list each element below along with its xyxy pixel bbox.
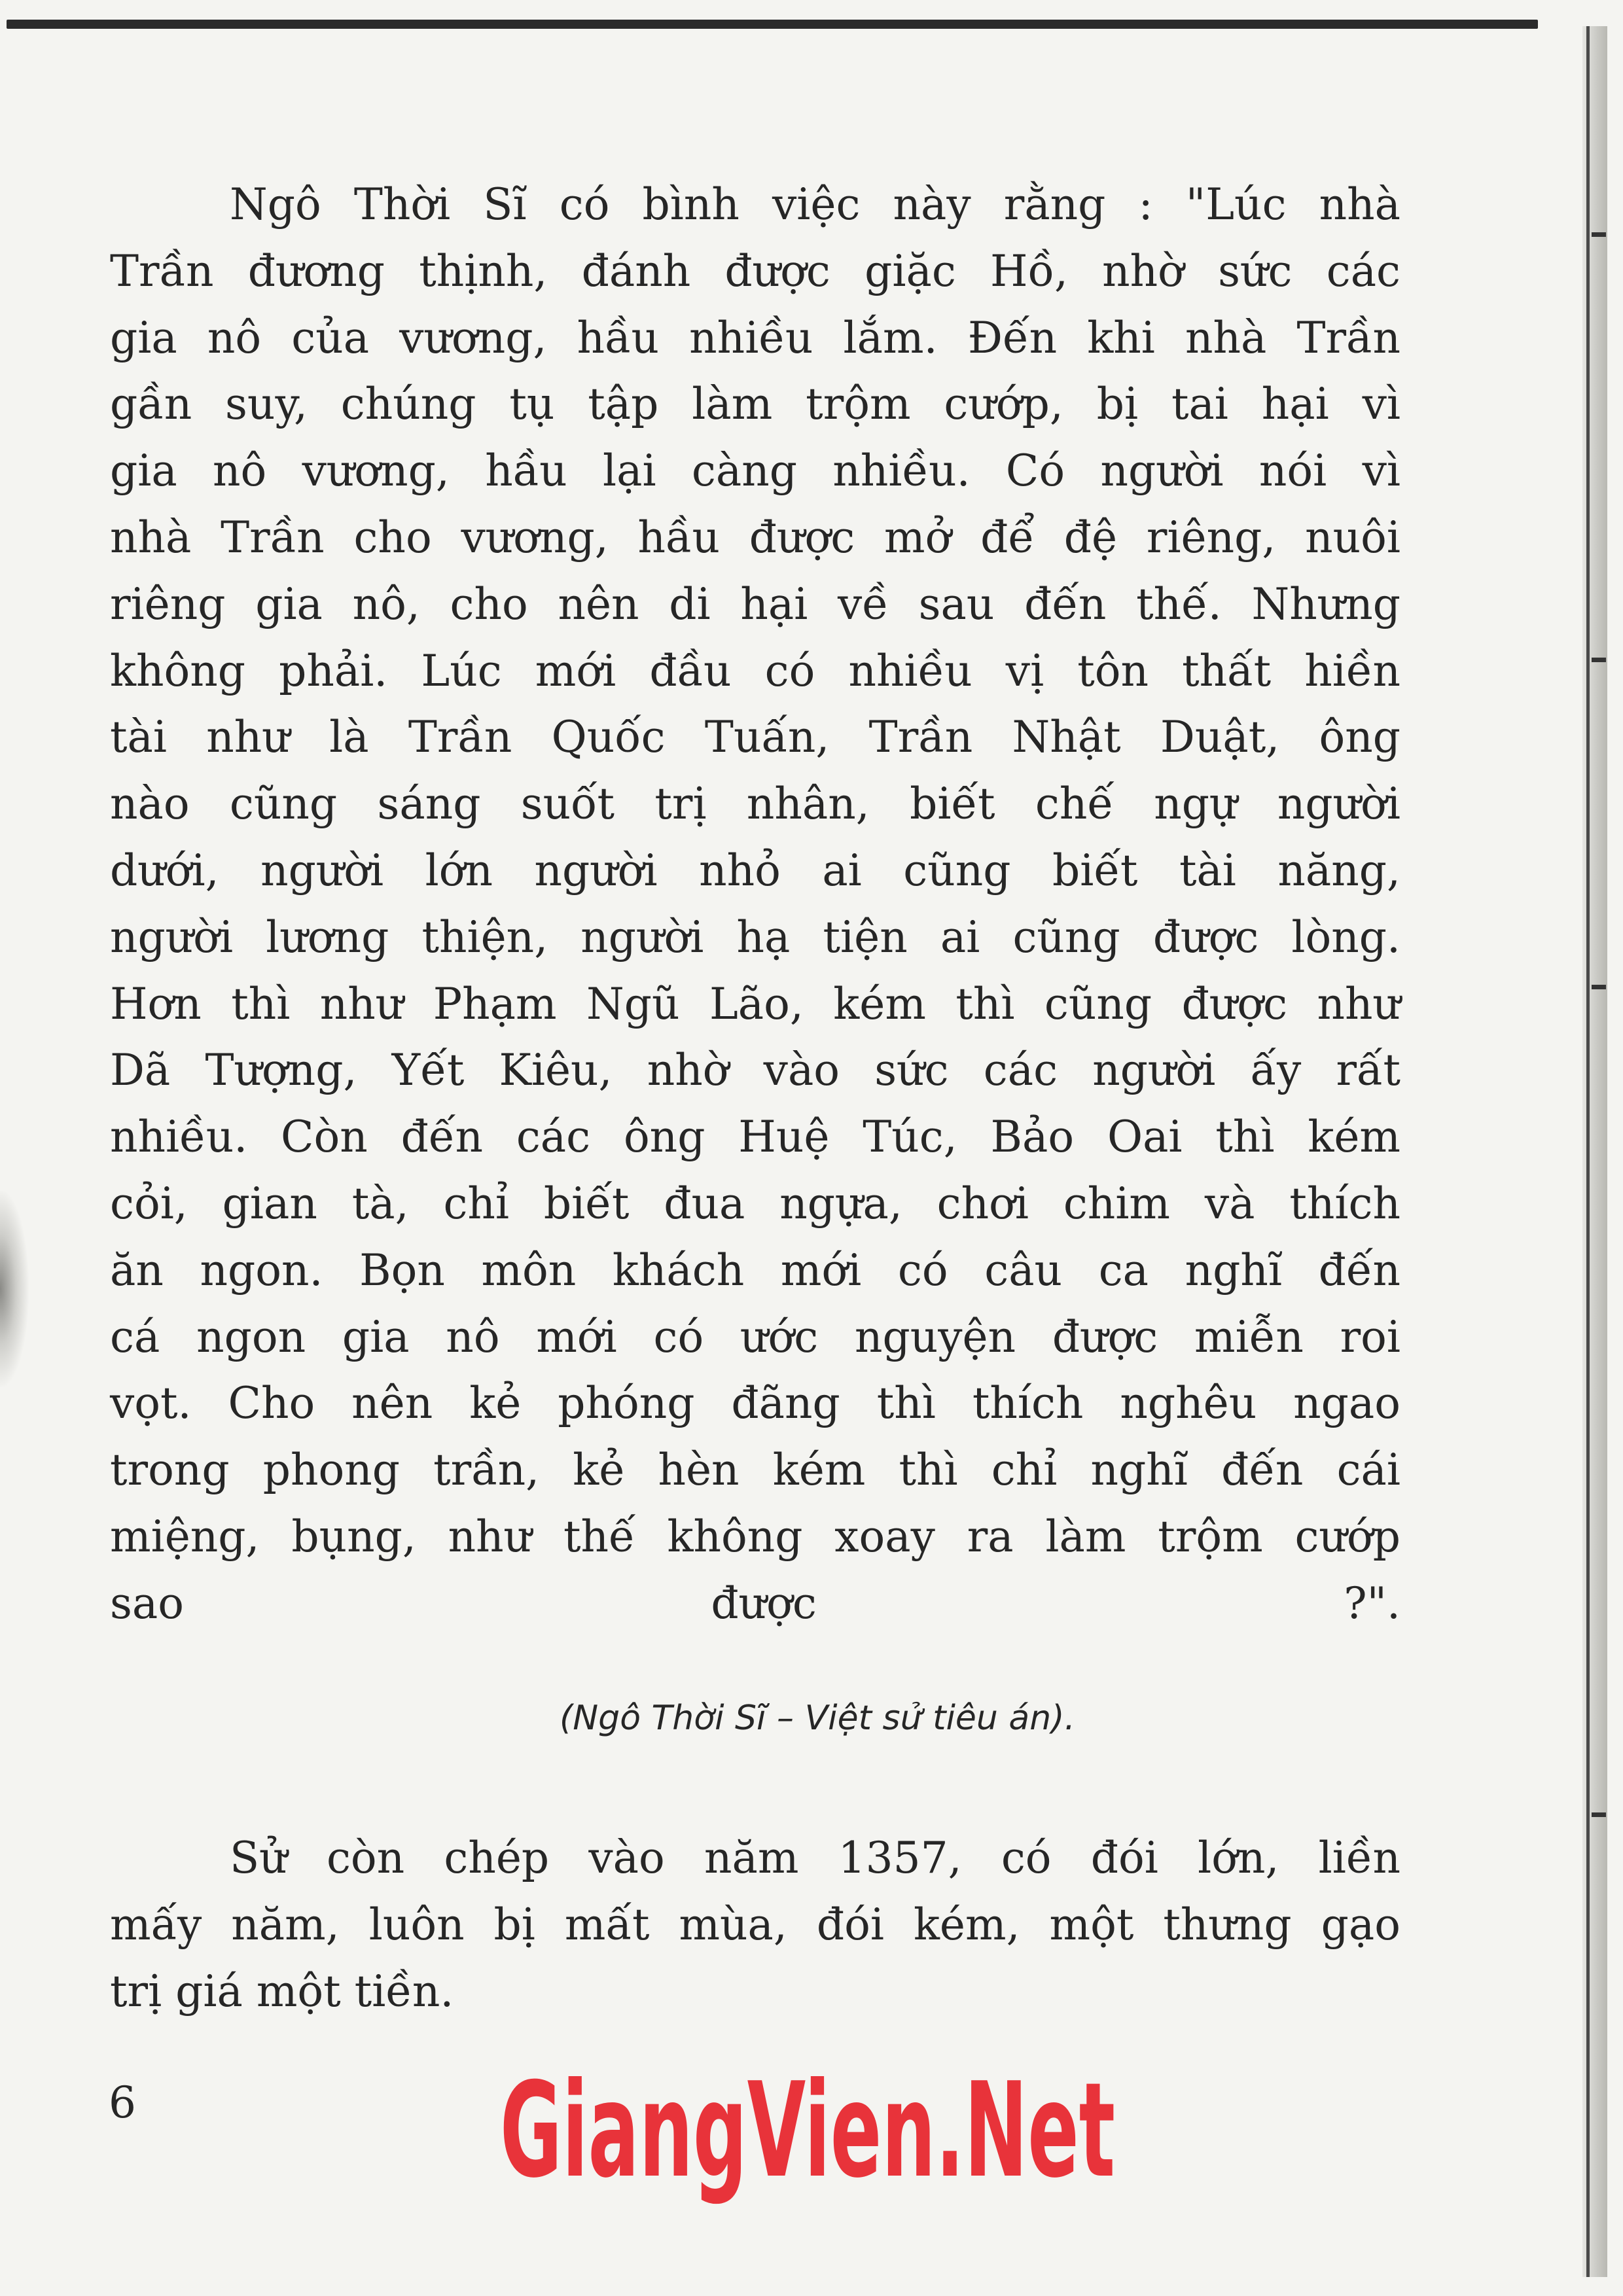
- text-line: cá ngon gia nô mới có ước nguyện được miễn roi: [110, 1311, 1400, 1362]
- binding-shadow: [0, 1191, 29, 1387]
- text-line: trong phong trần, kẻ hèn kém thì chỉ nghĩ đến cái: [110, 1445, 1400, 1496]
- text-line: dưới, người lớn người nhỏ ai cũng biết tài năng,: [110, 845, 1400, 896]
- text-line: không phải. Lúc mới đầu có nhiều vị tôn thất hiền: [110, 645, 1400, 696]
- text-line: nào cũng sáng suốt trị nhân, biết chế ngự người: [110, 779, 1400, 830]
- text-line: gia nô của vương, hầu nhiều lắm. Đến khi nhà Trần: [110, 312, 1400, 363]
- text-line: tài như là Trần Quốc Tuấn, Trần Nhật Duật, ông: [110, 712, 1400, 763]
- text-line: cỏi, gian tà, chỉ biết đua ngựa, chơi chim và thích: [110, 1178, 1400, 1229]
- text-line: gia nô vương, hầu lại càng nhiều. Có người nói vì: [110, 446, 1400, 497]
- text-line: vọt. Cho nên kẻ phóng đãng thì thích nghêu ngao: [110, 1378, 1400, 1429]
- spine-edge-line: [1586, 26, 1590, 2277]
- text-line: sao được ?".: [110, 1578, 1400, 1629]
- text-line: trị giá một tiền.: [110, 1966, 454, 2017]
- history-paragraph: [110, 1825, 1400, 2024]
- text-line: nhà Trần cho vương, hầu được mở để đệ riêng, nuôi: [110, 512, 1400, 563]
- spine-mark: [1592, 1812, 1606, 1817]
- spine-mark: [1592, 232, 1606, 237]
- text-line: Ngô Thời Sĩ có bình việc này rằng : "Lúc nhà: [230, 179, 1400, 230]
- watermark-text: GiangVien.Net: [500, 2055, 1115, 2207]
- text-line: Hơn thì như Phạm Ngũ Lão, kém thì cũng được như: [110, 978, 1400, 1029]
- citation: (Ngô Thời Sĩ – Việt sử tiêu án).: [560, 1699, 1076, 1738]
- text-line: riêng gia nô, cho nên di hại về sau đến thế. Nhưng: [110, 578, 1400, 629]
- spine-mark: [1592, 658, 1606, 662]
- quote-paragraph: [110, 171, 1400, 1637]
- text-line: gần suy, chúng tụ tập làm trộm cướp, bị tai hại vì: [110, 379, 1400, 430]
- watermark-graphic: [487, 2055, 1128, 2205]
- text-line: miệng, bụng, như thế không xoay ra làm trộm cướp: [110, 1511, 1400, 1562]
- page-number: 6: [109, 2077, 136, 2128]
- text-line: Sử còn chép vào năm 1357, có đói lớn, liền: [230, 1833, 1400, 1883]
- text-line: người lương thiện, người hạ tiện ai cũng được lòng.: [110, 911, 1400, 963]
- spine-mark: [1592, 985, 1606, 989]
- text-line: Trần đương thịnh, đánh được giặc Hồ, nhờ sức các: [110, 245, 1400, 296]
- watermark-logo: [487, 2055, 1128, 2205]
- page-top-edge: [7, 20, 1538, 29]
- text-line: Dã Tượng, Yết Kiêu, nhờ vào sức các người ấy rất: [110, 1045, 1400, 1096]
- text-line: ăn ngon. Bọn môn khách mới có câu ca nghĩ đến: [110, 1245, 1400, 1296]
- text-line: mấy năm, luôn bị mất mùa, đói kém, một thưng gạo: [110, 1899, 1400, 1950]
- text-line: nhiều. Còn đến các ông Huệ Túc, Bảo Oai thì kém: [110, 1112, 1400, 1163]
